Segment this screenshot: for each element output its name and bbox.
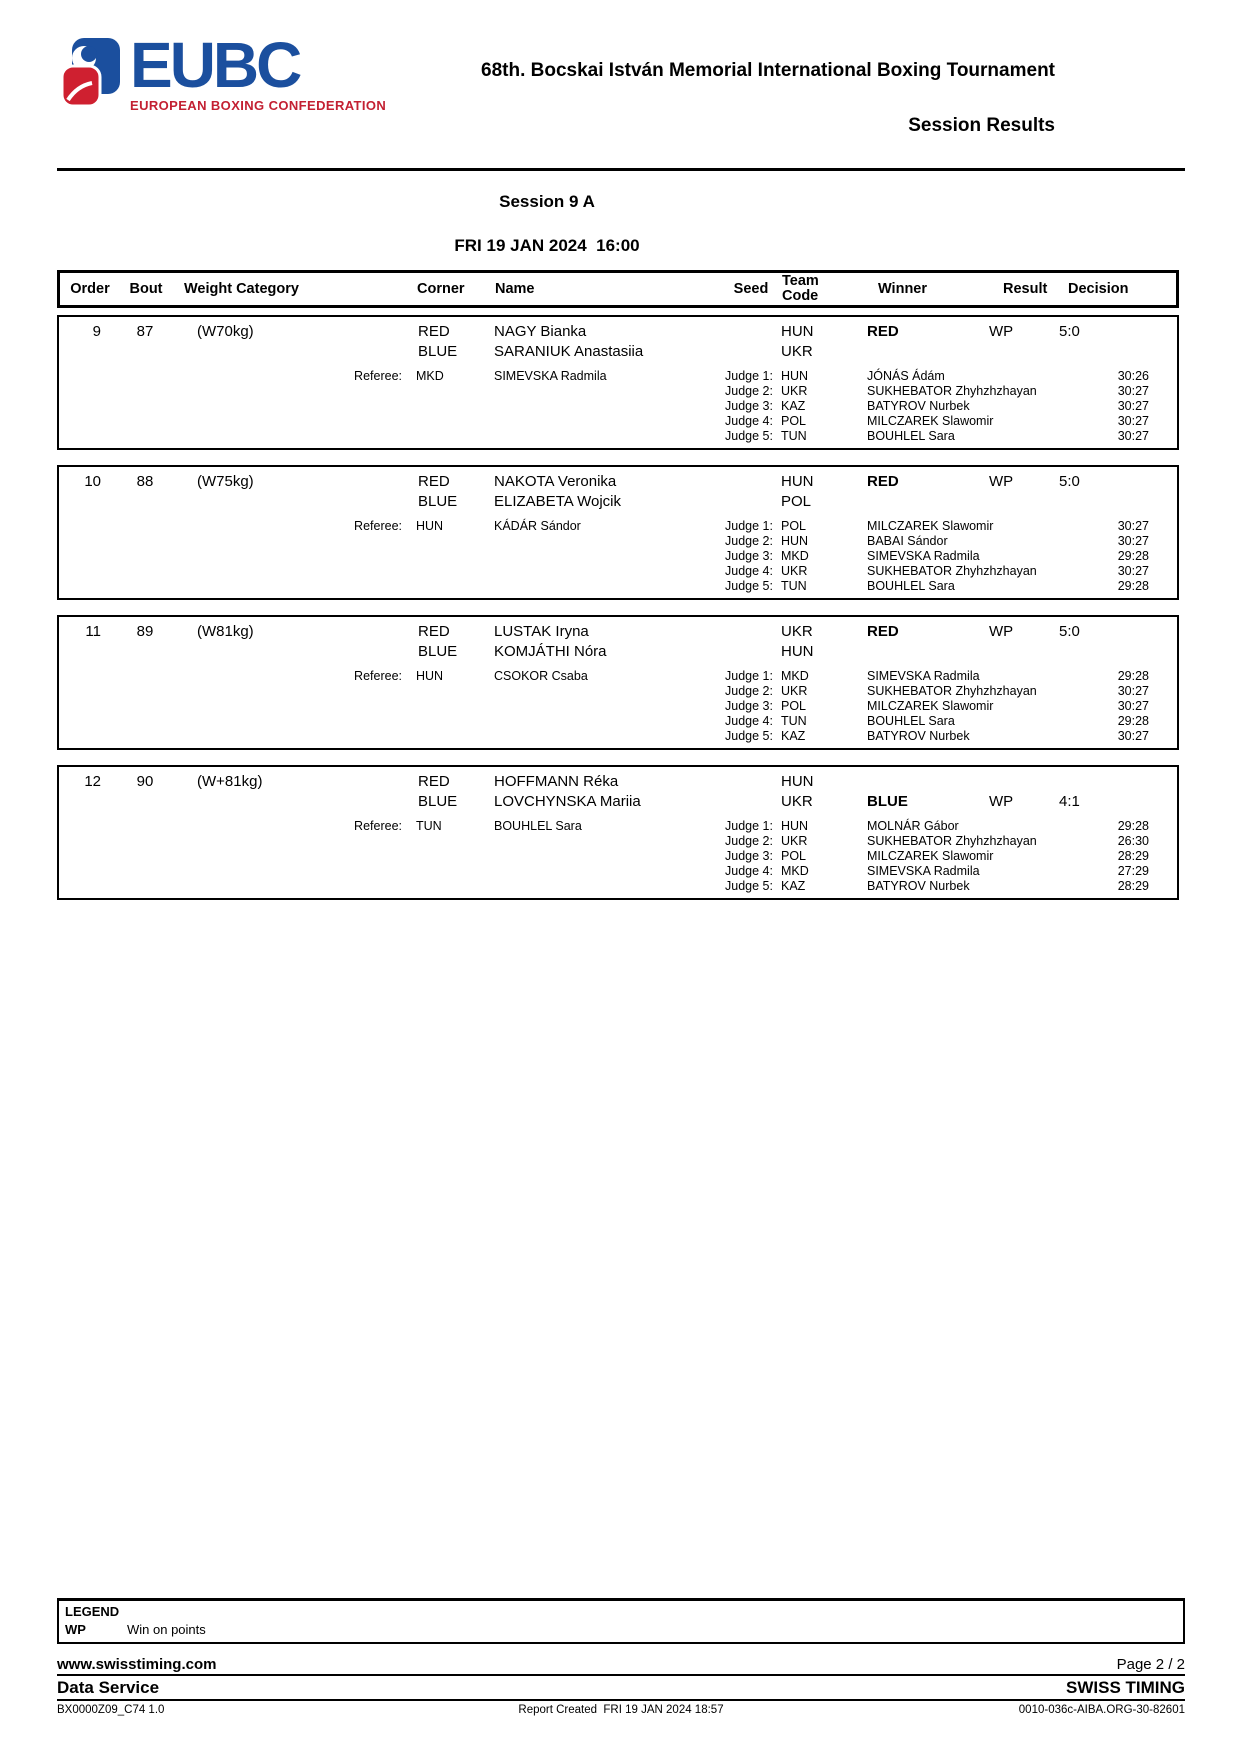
referee-name: CSOKOR Csaba bbox=[494, 669, 588, 683]
col-header-winner: Winner bbox=[878, 281, 928, 297]
bout-block-88 bbox=[57, 465, 1179, 600]
col-header-order: Order bbox=[70, 281, 110, 297]
judge-name: JÓNÁS Ádám bbox=[867, 369, 945, 383]
session-title: Session 9 A bbox=[499, 192, 595, 211]
judge-score: 29:28 bbox=[1117, 819, 1149, 833]
decision-cell bbox=[1057, 772, 1175, 792]
judge-name: MILCZAREK Slawomir bbox=[867, 699, 994, 713]
judge-score: 29:28 bbox=[1117, 579, 1149, 593]
judge-country: UKR bbox=[781, 684, 808, 698]
official-row bbox=[59, 399, 1177, 414]
eubc-subtitle: EUROPEAN BOXING CONFEDERATION bbox=[130, 98, 387, 113]
judge-name: BABAI Sándor bbox=[867, 534, 948, 548]
document-title: Session Results bbox=[908, 115, 1055, 136]
judge-name: SIMEVSKA Radmila bbox=[867, 549, 980, 563]
col-header-team-code bbox=[782, 274, 868, 304]
winner-cell bbox=[867, 492, 989, 512]
team-code-line2: Code bbox=[782, 288, 819, 304]
footer-row-meta bbox=[57, 1704, 1185, 1716]
corner-label: RED bbox=[418, 623, 450, 640]
judge-label: Judge 2: bbox=[725, 834, 773, 848]
winner-cell: RED bbox=[867, 473, 899, 490]
official-row bbox=[59, 534, 1177, 549]
judge-name: SIMEVSKA Radmila bbox=[867, 864, 980, 878]
judge-country: UKR bbox=[781, 834, 808, 848]
judge-country: UKR bbox=[781, 384, 808, 398]
decision-cell bbox=[1057, 342, 1175, 362]
boxer-name: SARANIUK Anastasiia bbox=[494, 343, 644, 360]
judge-name: SUKHEBATOR Zhyhzhzhayan bbox=[867, 684, 1037, 698]
corner-label: BLUE bbox=[418, 343, 458, 360]
tournament-title: 68th. Bocskai István Memorial International Boxing Tournament bbox=[481, 60, 1055, 81]
bout-number-cell: 90 bbox=[136, 773, 154, 790]
judge-score: 30:27 bbox=[1117, 564, 1149, 578]
boxer-name: LUSTAK Iryna bbox=[494, 623, 589, 640]
official-row bbox=[59, 879, 1177, 894]
judge-name: SUKHEBATOR Zhyhzhzhayan bbox=[867, 564, 1037, 578]
col-header-bout: Bout bbox=[129, 281, 163, 297]
order-cell: 9 bbox=[92, 323, 101, 340]
blue-corner-row bbox=[59, 492, 1177, 512]
judge-label: Judge 1: bbox=[725, 519, 773, 533]
referee-label: Referee: bbox=[354, 669, 402, 683]
bout-number-cell: 88 bbox=[136, 473, 154, 490]
decision-cell: 4:1 bbox=[1059, 793, 1080, 810]
team-code-cell: HUN bbox=[781, 773, 814, 790]
team-code-cell: POL bbox=[781, 493, 812, 510]
corner-label: BLUE bbox=[418, 493, 458, 510]
official-row bbox=[59, 684, 1177, 699]
official-row bbox=[59, 519, 1177, 534]
logo-text bbox=[130, 29, 387, 113]
judge-score: 30:27 bbox=[1117, 384, 1149, 398]
official-row bbox=[59, 699, 1177, 714]
winner-cell: RED bbox=[867, 623, 899, 640]
judge-country: TUN bbox=[781, 714, 807, 728]
judge-score: 29:28 bbox=[1117, 669, 1149, 683]
corner-label: BLUE bbox=[418, 643, 458, 660]
judge-label: Judge 4: bbox=[725, 564, 773, 578]
swiss-timing-label: SWISS TIMING bbox=[1066, 1678, 1185, 1697]
judge-country: KAZ bbox=[781, 879, 806, 893]
judge-name: BOUHLEL Sara bbox=[867, 714, 955, 728]
corner-label: RED bbox=[418, 473, 450, 490]
report-created: Report Created FRI 19 JAN 2024 18:57 bbox=[518, 1704, 724, 1716]
decision-cell: 5:0 bbox=[1059, 323, 1080, 340]
red-corner-row bbox=[59, 772, 1177, 792]
judge-score: 30:27 bbox=[1117, 429, 1149, 443]
session-datetime: FRI 19 JAN 2024 16:00 bbox=[454, 236, 640, 255]
referee-name: BOUHLEL Sara bbox=[494, 819, 582, 833]
result-cell bbox=[989, 772, 1057, 792]
official-row bbox=[59, 414, 1177, 429]
judge-name: SIMEVSKA Radmila bbox=[867, 669, 980, 683]
weight-category-cell: (W75kg) bbox=[197, 473, 254, 490]
boxer-name: KOMJÁTHI Nóra bbox=[494, 643, 607, 660]
judge-name: BOUHLEL Sara bbox=[867, 429, 955, 443]
judge-country: POL bbox=[781, 414, 807, 428]
judge-score: 30:26 bbox=[1117, 369, 1149, 383]
judge-label: Judge 5: bbox=[725, 729, 773, 743]
boxer-name: NAKOTA Veronika bbox=[494, 473, 617, 490]
bout-number-cell: 89 bbox=[136, 623, 154, 640]
judge-score: 30:27 bbox=[1117, 519, 1149, 533]
judge-country: POL bbox=[781, 849, 807, 863]
col-header-weight-category: Weight Category bbox=[184, 281, 299, 297]
officials-list bbox=[59, 669, 1177, 744]
judge-label: Judge 1: bbox=[725, 669, 773, 683]
official-row bbox=[59, 369, 1177, 384]
decision-cell: 5:0 bbox=[1059, 473, 1080, 490]
col-header-name: Name bbox=[495, 281, 535, 297]
boxer-name: LOVCHYNSKA Mariia bbox=[494, 793, 641, 810]
weight-category-cell: (W70kg) bbox=[197, 323, 254, 340]
result-cell: WP bbox=[989, 793, 1014, 810]
official-row bbox=[59, 564, 1177, 579]
officials-list bbox=[59, 519, 1177, 594]
winner-cell bbox=[867, 342, 989, 362]
judge-name: MILCZAREK Slawomir bbox=[867, 519, 994, 533]
legend-description: Win on points bbox=[127, 1622, 206, 1637]
result-cell bbox=[989, 342, 1057, 362]
footer-divider bbox=[57, 1674, 1185, 1676]
bout-block-90 bbox=[57, 765, 1179, 900]
judge-score: 30:27 bbox=[1117, 729, 1149, 743]
corner-label: BLUE bbox=[418, 793, 458, 810]
team-code-cell: UKR bbox=[781, 343, 813, 360]
official-row bbox=[59, 849, 1177, 864]
judge-label: Judge 2: bbox=[725, 684, 773, 698]
judge-score: 30:27 bbox=[1117, 699, 1149, 713]
judge-country: HUN bbox=[781, 534, 809, 548]
decision-cell bbox=[1057, 642, 1175, 662]
document-code: BX0000Z09_C74 1.0 bbox=[57, 1704, 165, 1716]
official-row bbox=[59, 714, 1177, 729]
order-cell: 11 bbox=[85, 623, 101, 640]
referee-label: Referee: bbox=[354, 369, 402, 383]
judge-name: SUKHEBATOR Zhyhzhzhayan bbox=[867, 384, 1037, 398]
team-code-cell: UKR bbox=[781, 793, 813, 810]
officials-list bbox=[59, 819, 1177, 894]
judge-country: KAZ bbox=[781, 729, 806, 743]
col-header-result: Result bbox=[1003, 281, 1048, 297]
judge-label: Judge 3: bbox=[725, 849, 773, 863]
eubc-logo bbox=[60, 29, 387, 113]
judge-name: BATYROV Nurbek bbox=[867, 879, 970, 893]
judge-label: Judge 4: bbox=[725, 414, 773, 428]
judge-score: 27:29 bbox=[1117, 864, 1149, 878]
judge-label: Judge 1: bbox=[725, 819, 773, 833]
official-row bbox=[59, 834, 1177, 849]
result-cell: WP bbox=[989, 323, 1014, 340]
footer-row-service bbox=[57, 1678, 1185, 1698]
bout-block-89 bbox=[57, 615, 1179, 750]
judge-score: 30:27 bbox=[1117, 684, 1149, 698]
official-row bbox=[59, 384, 1177, 399]
judge-label: Judge 3: bbox=[725, 549, 773, 563]
decision-cell: 5:0 bbox=[1059, 623, 1080, 640]
legend-title: LEGEND bbox=[65, 1604, 120, 1619]
blue-corner-row bbox=[59, 642, 1177, 662]
judge-name: MILCZAREK Slawomir bbox=[867, 414, 994, 428]
red-corner-row bbox=[59, 472, 1177, 492]
weight-category-cell: (W+81kg) bbox=[197, 773, 263, 790]
header-titles bbox=[481, 60, 1055, 137]
winner-cell: BLUE bbox=[867, 793, 908, 810]
order-cell: 12 bbox=[84, 773, 101, 790]
winner-cell bbox=[867, 642, 989, 662]
judge-country: TUN bbox=[781, 579, 807, 593]
corner-label: RED bbox=[418, 323, 450, 340]
judge-score: 30:27 bbox=[1117, 414, 1149, 428]
data-service-label: Data Service bbox=[57, 1678, 160, 1697]
judge-label: Judge 1: bbox=[725, 369, 773, 383]
judge-label: Judge 2: bbox=[725, 534, 773, 548]
judge-score: 29:28 bbox=[1117, 714, 1149, 728]
footer-row-website bbox=[57, 1656, 1185, 1673]
winner-cell bbox=[867, 772, 989, 792]
order-cell: 10 bbox=[84, 473, 101, 490]
red-corner-row bbox=[59, 622, 1177, 642]
judge-country: KAZ bbox=[781, 399, 806, 413]
judge-country: POL bbox=[781, 519, 807, 533]
result-cell bbox=[989, 642, 1057, 662]
judge-label: Judge 5: bbox=[725, 879, 773, 893]
judge-country: HUN bbox=[781, 819, 809, 833]
team-code-cell: HUN bbox=[781, 643, 814, 660]
boxing-glove-icon bbox=[60, 36, 122, 108]
judge-label: Judge 3: bbox=[725, 699, 773, 713]
boxer-name: ELIZABETA Wojcik bbox=[494, 493, 621, 510]
decision-cell bbox=[1057, 492, 1175, 512]
official-row bbox=[59, 579, 1177, 594]
col-header-decision: Decision bbox=[1068, 281, 1129, 297]
blue-corner-row bbox=[59, 342, 1177, 362]
judge-score: 30:27 bbox=[1117, 534, 1149, 548]
eubc-wordmark: EUBC bbox=[130, 29, 300, 101]
referee-name: SIMEVSKA Radmila bbox=[494, 369, 607, 383]
judge-country: POL bbox=[781, 699, 807, 713]
team-code-cell: HUN bbox=[781, 473, 814, 490]
judge-name: MOLNÁR Gábor bbox=[867, 819, 959, 833]
judge-label: Judge 5: bbox=[725, 579, 773, 593]
judge-score: 28:29 bbox=[1117, 849, 1149, 863]
judge-country: TUN bbox=[781, 429, 807, 443]
col-header-seed: Seed bbox=[733, 281, 769, 297]
official-row bbox=[59, 819, 1177, 834]
results-table-header bbox=[57, 270, 1179, 308]
judge-name: BATYROV Nurbek bbox=[867, 399, 970, 413]
referee-country: TUN bbox=[416, 819, 442, 833]
judge-label: Judge 2: bbox=[725, 384, 773, 398]
official-row bbox=[59, 549, 1177, 564]
boxer-name: NAGY Bianka bbox=[494, 323, 587, 340]
judge-label: Judge 4: bbox=[725, 864, 773, 878]
header-divider bbox=[57, 168, 1185, 171]
report-id: 0010-036c-AIBA.ORG-30-82601 bbox=[1018, 1704, 1185, 1716]
judge-country: MKD bbox=[781, 669, 809, 683]
website-link: www.swisstiming.com bbox=[57, 1656, 217, 1673]
referee-label: Referee: bbox=[354, 819, 402, 833]
officials-list bbox=[59, 369, 1177, 444]
legend-code: WP bbox=[65, 1622, 86, 1637]
judge-score: 29:28 bbox=[1117, 549, 1149, 563]
judge-name: SUKHEBATOR Zhyhzhzhayan bbox=[867, 834, 1037, 848]
official-row bbox=[59, 729, 1177, 744]
referee-country: HUN bbox=[416, 669, 444, 683]
referee-country: MKD bbox=[416, 369, 444, 383]
judge-label: Judge 5: bbox=[725, 429, 773, 443]
judge-country: MKD bbox=[781, 864, 809, 878]
official-row bbox=[59, 864, 1177, 879]
weight-category-cell: (W81kg) bbox=[197, 623, 254, 640]
boxer-name: HOFFMANN Réka bbox=[494, 773, 619, 790]
page-footer bbox=[57, 1656, 1185, 1716]
team-code-cell: UKR bbox=[781, 623, 813, 640]
judge-label: Judge 4: bbox=[725, 714, 773, 728]
judge-country: HUN bbox=[781, 369, 809, 383]
judge-name: BATYROV Nurbek bbox=[867, 729, 970, 743]
bout-number-cell: 87 bbox=[136, 323, 154, 340]
legend-box bbox=[57, 1598, 1185, 1644]
bout-block-87 bbox=[57, 315, 1179, 450]
official-row bbox=[59, 669, 1177, 684]
page-number: Page 2 / 2 bbox=[1116, 1656, 1185, 1673]
page-header bbox=[0, 0, 1240, 168]
team-code-line1: Team bbox=[782, 273, 819, 289]
footer-divider bbox=[57, 1699, 1185, 1701]
legend-entry bbox=[65, 1622, 1183, 1637]
judge-country: UKR bbox=[781, 564, 808, 578]
red-corner-row bbox=[59, 322, 1177, 342]
judge-name: BOUHLEL Sara bbox=[867, 579, 955, 593]
col-header-corner: Corner bbox=[417, 281, 465, 297]
referee-name: KÁDÁR Sándor bbox=[494, 519, 581, 533]
judge-name: MILCZAREK Slawomir bbox=[867, 849, 994, 863]
judge-country: MKD bbox=[781, 549, 809, 563]
official-row bbox=[59, 429, 1177, 444]
result-cell: WP bbox=[989, 623, 1014, 640]
winner-cell: RED bbox=[867, 323, 899, 340]
judge-label: Judge 3: bbox=[725, 399, 773, 413]
referee-label: Referee: bbox=[354, 519, 402, 533]
blue-corner-row bbox=[59, 792, 1177, 812]
judge-score: 30:27 bbox=[1117, 399, 1149, 413]
judge-score: 26:30 bbox=[1117, 834, 1149, 848]
judge-score: 28:29 bbox=[1117, 879, 1149, 893]
corner-label: RED bbox=[418, 773, 450, 790]
result-cell bbox=[989, 492, 1057, 512]
team-code-cell: HUN bbox=[781, 323, 814, 340]
referee-country: HUN bbox=[416, 519, 444, 533]
result-cell: WP bbox=[989, 473, 1014, 490]
